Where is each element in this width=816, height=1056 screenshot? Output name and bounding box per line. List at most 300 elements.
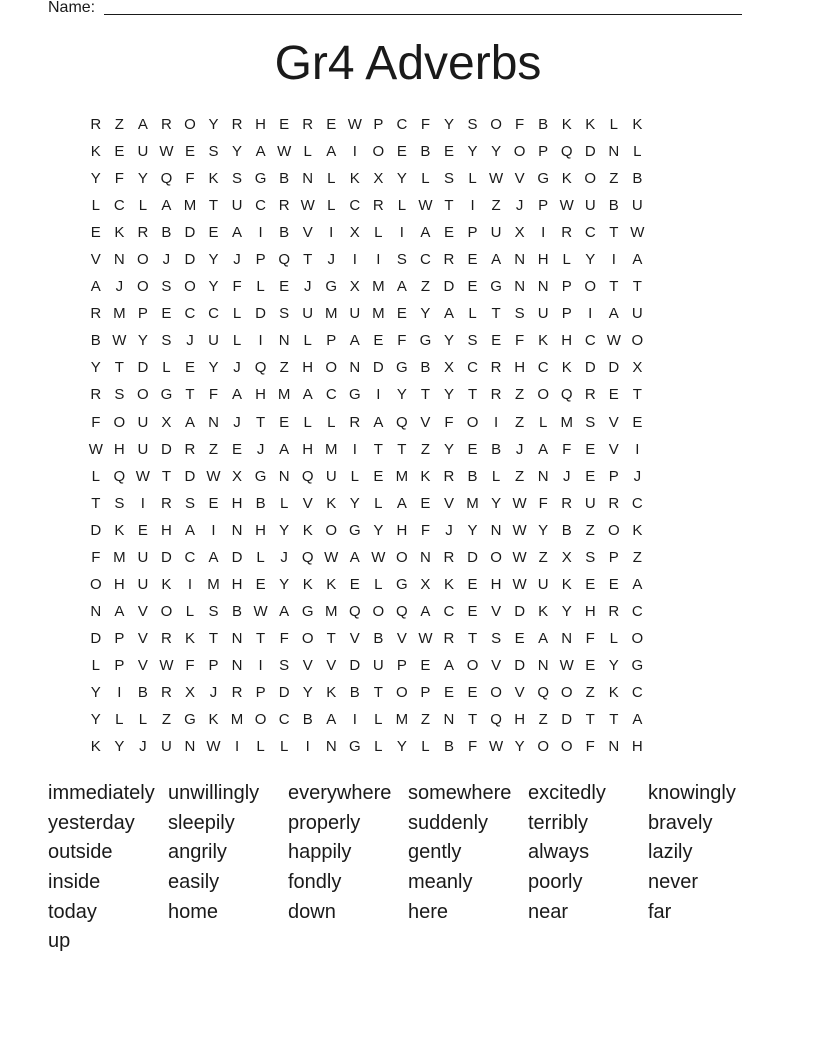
grid-letter[interactable]: H	[160, 521, 172, 539]
grid-letter[interactable]: B	[373, 629, 384, 647]
grid-letter[interactable]: B	[491, 440, 502, 458]
grid-letter[interactable]: J	[562, 467, 571, 485]
grid-letter[interactable]: O	[396, 548, 408, 566]
grid-letter[interactable]: K	[302, 521, 313, 539]
grid-letter[interactable]: O	[113, 413, 126, 431]
grid-letter[interactable]: Q	[113, 467, 126, 485]
grid-letter[interactable]: S	[443, 170, 454, 188]
grid-letter[interactable]: P	[373, 116, 384, 133]
grid-letter[interactable]: N	[231, 656, 243, 674]
grid-letter[interactable]: G	[160, 386, 173, 404]
grid-letter[interactable]: N	[231, 521, 243, 539]
grid-letter[interactable]: M	[395, 467, 409, 485]
grid-letter[interactable]: L	[374, 711, 383, 729]
grid-letter[interactable]: O	[631, 332, 644, 350]
grid-letter[interactable]: F	[444, 413, 454, 431]
grid-letter[interactable]: A	[632, 251, 643, 269]
grid-letter[interactable]: Y	[373, 521, 384, 539]
grid-letter[interactable]: I	[234, 738, 240, 756]
grid-letter[interactable]: A	[491, 251, 502, 269]
grid-letter[interactable]: G	[631, 656, 644, 674]
grid-letter[interactable]: D	[184, 467, 196, 485]
grid-letter[interactable]: H	[584, 602, 596, 620]
grid-letter[interactable]: K	[208, 170, 219, 188]
grid-letter[interactable]: W	[559, 656, 574, 674]
grid-letter[interactable]: M	[324, 305, 338, 323]
grid-letter[interactable]: Z	[420, 278, 431, 296]
grid-letter[interactable]: T	[303, 251, 313, 269]
grid-letter[interactable]: O	[584, 278, 597, 296]
grid-letter[interactable]: K	[561, 170, 572, 188]
grid-letter[interactable]: N	[208, 413, 219, 431]
grid-letter[interactable]: I	[352, 251, 357, 269]
grid-letter[interactable]: E	[491, 332, 502, 350]
grid-letter[interactable]: P	[538, 197, 549, 215]
grid-letter[interactable]: D	[443, 278, 455, 296]
grid-letter[interactable]: I	[329, 224, 334, 242]
grid-letter[interactable]: C	[208, 305, 219, 323]
grid-letter[interactable]: A	[161, 197, 172, 215]
grid-letter[interactable]: I	[352, 143, 357, 161]
grid-letter[interactable]: A	[255, 143, 266, 161]
grid-letter[interactable]: W	[135, 467, 150, 485]
grid-letter[interactable]: C	[467, 359, 478, 377]
grid-letter[interactable]: N	[90, 602, 102, 620]
grid-letter[interactable]: R	[443, 251, 455, 269]
grid-letter[interactable]: W	[488, 738, 504, 756]
grid-letter[interactable]: S	[491, 629, 502, 647]
grid-letter[interactable]: T	[208, 197, 219, 215]
grid-letter[interactable]: T	[491, 305, 501, 323]
grid-letter[interactable]: A	[443, 305, 454, 323]
grid-letter[interactable]: U	[160, 738, 172, 756]
grid-letter[interactable]: X	[420, 575, 431, 593]
grid-letter[interactable]: L	[232, 332, 242, 350]
grid-letter[interactable]: I	[635, 440, 640, 458]
grid-letter[interactable]: Z	[208, 440, 219, 458]
grid-letter[interactable]: Y	[608, 656, 619, 674]
grid-letter[interactable]: F	[467, 738, 478, 756]
grid-letter[interactable]: Y	[396, 170, 407, 188]
grid-letter[interactable]: T	[609, 711, 619, 729]
grid-letter[interactable]: O	[537, 738, 549, 756]
grid-letter[interactable]: E	[184, 143, 195, 161]
grid-letter[interactable]: A	[232, 224, 243, 242]
grid-letter[interactable]: T	[609, 224, 619, 242]
grid-letter[interactable]: R	[160, 683, 172, 701]
grid-letter[interactable]: P	[114, 629, 125, 647]
grid-letter[interactable]: E	[443, 683, 454, 701]
grid-letter[interactable]: O	[607, 521, 620, 539]
grid-letter[interactable]: U	[137, 440, 149, 458]
grid-letter[interactable]: P	[326, 332, 337, 350]
grid-letter[interactable]: K	[632, 521, 643, 539]
grid-letter[interactable]: H	[231, 575, 243, 593]
grid-letter[interactable]: L	[256, 548, 265, 566]
grid-letter[interactable]: S	[279, 305, 290, 323]
grid-letter[interactable]: H	[631, 738, 643, 756]
grid-letter[interactable]: G	[184, 711, 196, 729]
grid-letter[interactable]: O	[325, 521, 338, 539]
grid-letter[interactable]: G	[301, 602, 314, 620]
grid-letter[interactable]: R	[349, 413, 361, 431]
grid-letter[interactable]: T	[397, 440, 407, 458]
grid-letter[interactable]: U	[537, 305, 549, 323]
grid-letter[interactable]: E	[326, 116, 337, 133]
grid-letter[interactable]: D	[514, 602, 526, 620]
grid-letter[interactable]: C	[278, 711, 290, 729]
grid-letter[interactable]: K	[632, 116, 643, 133]
grid-letter[interactable]: S	[161, 278, 172, 296]
grid-letter[interactable]: W	[159, 143, 174, 161]
grid-letter[interactable]: L	[491, 467, 501, 485]
grid-letter[interactable]: D	[90, 521, 102, 539]
grid-letter[interactable]: S	[208, 602, 219, 620]
grid-letter[interactable]: B	[302, 711, 313, 729]
grid-letter[interactable]: R	[160, 116, 172, 133]
grid-letter[interactable]: I	[258, 332, 263, 350]
grid-letter[interactable]: H	[514, 711, 526, 729]
grid-letter[interactable]: N	[278, 467, 290, 485]
grid-letter[interactable]: A	[114, 602, 125, 620]
grid-letter[interactable]: H	[302, 440, 314, 458]
grid-letter[interactable]: B	[161, 224, 172, 242]
grid-letter[interactable]: Q	[560, 386, 573, 404]
grid-letter[interactable]: V	[443, 494, 454, 512]
grid-letter[interactable]: T	[185, 386, 195, 404]
grid-letter[interactable]: Z	[515, 467, 525, 485]
grid-letter[interactable]: W	[512, 521, 527, 539]
grid-letter[interactable]: G	[490, 278, 502, 296]
grid-letter[interactable]: B	[420, 143, 431, 161]
grid-letter[interactable]: U	[208, 332, 219, 350]
grid-letter[interactable]: U	[631, 305, 643, 323]
grid-letter[interactable]: W	[559, 197, 574, 215]
grid-letter[interactable]: W	[88, 440, 103, 458]
grid-letter[interactable]: C	[325, 386, 337, 404]
grid-letter[interactable]: O	[490, 548, 502, 566]
grid-letter[interactable]: O	[254, 711, 267, 729]
grid-letter[interactable]: U	[231, 197, 243, 215]
grid-letter[interactable]: E	[467, 683, 478, 701]
grid-letter[interactable]: R	[443, 629, 455, 647]
grid-letter[interactable]: R	[490, 386, 502, 404]
grid-letter[interactable]: W	[371, 548, 386, 566]
grid-letter[interactable]: D	[584, 143, 596, 161]
grid-letter[interactable]: Q	[396, 602, 408, 620]
grid-letter[interactable]: G	[537, 170, 549, 188]
grid-letter[interactable]: H	[113, 575, 125, 593]
grid-letter[interactable]: Y	[491, 494, 502, 512]
grid-letter[interactable]: J	[303, 278, 312, 296]
grid-letter[interactable]: V	[608, 413, 619, 431]
grid-letter[interactable]: A	[208, 548, 219, 566]
grid-letter[interactable]: D	[467, 548, 478, 566]
grid-letter[interactable]: F	[420, 116, 431, 133]
grid-letter[interactable]: Z	[585, 683, 595, 701]
grid-letter[interactable]: N	[561, 629, 573, 647]
grid-letter[interactable]: A	[373, 413, 384, 431]
grid-letter[interactable]: K	[349, 170, 360, 188]
grid-letter[interactable]: D	[160, 548, 172, 566]
grid-letter[interactable]: F	[562, 440, 572, 458]
grid-letter[interactable]: F	[585, 629, 595, 647]
grid-letter[interactable]: H	[561, 332, 573, 350]
grid-letter[interactable]: C	[631, 683, 643, 701]
grid-letter[interactable]: L	[350, 467, 359, 485]
grid-letter[interactable]: E	[279, 278, 290, 296]
grid-letter[interactable]: D	[278, 683, 290, 701]
grid-letter[interactable]: T	[373, 440, 383, 458]
grid-letter[interactable]: E	[161, 305, 172, 323]
grid-letter[interactable]: J	[139, 738, 147, 756]
grid-letter[interactable]: M	[395, 711, 409, 729]
grid-letter[interactable]: Z	[491, 197, 501, 215]
grid-letter[interactable]: J	[327, 251, 335, 269]
grid-letter[interactable]: H	[514, 359, 526, 377]
grid-letter[interactable]: R	[160, 629, 172, 647]
grid-letter[interactable]: K	[114, 224, 125, 242]
grid-letter[interactable]: E	[396, 305, 407, 323]
grid-letter[interactable]: C	[396, 116, 408, 133]
grid-letter[interactable]: G	[348, 521, 361, 539]
grid-letter[interactable]: J	[633, 467, 642, 485]
grid-letter[interactable]: L	[562, 251, 571, 269]
grid-letter[interactable]: L	[91, 467, 100, 485]
grid-letter[interactable]: O	[513, 143, 526, 161]
grid-letter[interactable]: P	[208, 656, 219, 674]
grid-letter[interactable]: W	[347, 116, 362, 133]
grid-letter[interactable]: E	[279, 116, 290, 133]
grid-letter[interactable]: V	[608, 440, 619, 458]
grid-letter[interactable]: Z	[538, 711, 548, 729]
grid-letter[interactable]: H	[113, 440, 125, 458]
grid-letter[interactable]: A	[279, 602, 290, 620]
grid-letter[interactable]: O	[537, 386, 549, 404]
grid-letter[interactable]: N	[349, 359, 361, 377]
grid-letter[interactable]: Y	[137, 170, 148, 188]
grid-letter[interactable]: Y	[396, 386, 407, 404]
grid-letter[interactable]: P	[137, 305, 148, 323]
grid-letter[interactable]: I	[305, 738, 310, 756]
grid-letter[interactable]: U	[372, 656, 384, 674]
grid-letter[interactable]: F	[91, 413, 101, 431]
grid-letter[interactable]: L	[374, 738, 383, 756]
grid-letter[interactable]: T	[256, 413, 266, 431]
grid-letter[interactable]: O	[560, 738, 573, 756]
grid-letter[interactable]: C	[184, 305, 196, 323]
grid-letter[interactable]: E	[420, 656, 431, 674]
grid-letter[interactable]: W	[253, 602, 268, 620]
grid-letter[interactable]: P	[608, 548, 619, 566]
grid-letter[interactable]: D	[561, 711, 573, 729]
grid-letter[interactable]: Y	[208, 251, 219, 269]
grid-letter[interactable]: L	[138, 711, 148, 729]
grid-letter[interactable]: B	[420, 359, 431, 377]
grid-letter[interactable]: T	[467, 629, 478, 647]
grid-letter[interactable]: L	[162, 359, 171, 377]
grid-letter[interactable]: O	[466, 656, 479, 674]
grid-letter[interactable]: J	[515, 440, 524, 458]
grid-letter[interactable]: Z	[279, 359, 289, 377]
grid-letter[interactable]: I	[541, 224, 546, 242]
grid-letter[interactable]: C	[584, 332, 596, 350]
grid-letter[interactable]: T	[256, 629, 266, 647]
grid-letter[interactable]: F	[420, 521, 431, 539]
grid-letter[interactable]: Z	[420, 711, 431, 729]
grid-letter[interactable]: U	[137, 575, 149, 593]
grid-letter[interactable]: L	[303, 332, 312, 350]
grid-letter[interactable]: A	[349, 548, 360, 566]
grid-letter[interactable]: Z	[632, 548, 642, 566]
grid-letter[interactable]: A	[632, 711, 643, 729]
grid-letter[interactable]: W	[512, 548, 527, 566]
grid-letter[interactable]: M	[230, 711, 244, 729]
grid-letter[interactable]: Y	[420, 305, 431, 323]
grid-letter[interactable]: W	[112, 332, 127, 350]
grid-letter[interactable]: J	[209, 683, 218, 701]
grid-letter[interactable]: L	[421, 738, 430, 756]
grid-letter[interactable]: O	[301, 629, 314, 647]
grid-letter[interactable]: L	[421, 170, 430, 188]
grid-letter[interactable]: F	[585, 738, 595, 756]
grid-letter[interactable]: V	[90, 251, 101, 269]
grid-letter[interactable]: Y	[561, 602, 572, 620]
grid-letter[interactable]: O	[137, 386, 149, 404]
grid-letter[interactable]: M	[466, 494, 479, 512]
grid-letter[interactable]: E	[443, 143, 454, 161]
grid-letter[interactable]: D	[90, 629, 102, 647]
grid-letter[interactable]: E	[114, 143, 125, 161]
grid-letter[interactable]: L	[232, 305, 242, 323]
grid-letter[interactable]: V	[137, 629, 148, 647]
grid-letter[interactable]: R	[443, 548, 455, 566]
grid-letter[interactable]: T	[585, 711, 595, 729]
grid-letter[interactable]: R	[608, 494, 620, 512]
grid-letter[interactable]: D	[255, 305, 267, 323]
grid-letter[interactable]: U	[584, 494, 596, 512]
grid-letter[interactable]: O	[184, 116, 196, 133]
grid-letter[interactable]: L	[256, 278, 265, 296]
grid-letter[interactable]: A	[420, 224, 431, 242]
grid-letter[interactable]: A	[420, 602, 431, 620]
grid-letter[interactable]: T	[91, 494, 101, 512]
grid-letter[interactable]: H	[490, 575, 502, 593]
grid-letter[interactable]: Z	[515, 386, 525, 404]
grid-letter[interactable]: E	[467, 251, 478, 269]
grid-letter[interactable]: I	[588, 305, 593, 323]
grid-letter[interactable]: Y	[443, 386, 454, 404]
grid-letter[interactable]: L	[538, 413, 548, 431]
grid-letter[interactable]: Y	[114, 738, 125, 756]
grid-letter[interactable]: E	[208, 494, 219, 512]
grid-letter[interactable]: U	[137, 548, 149, 566]
grid-letter[interactable]: O	[372, 602, 385, 620]
grid-letter[interactable]: K	[326, 494, 337, 512]
grid-letter[interactable]: R	[278, 197, 290, 215]
grid-letter[interactable]: B	[279, 170, 290, 188]
grid-letter[interactable]: P	[561, 278, 572, 296]
grid-letter[interactable]: F	[538, 494, 548, 512]
grid-letter[interactable]: U	[137, 413, 149, 431]
grid-letter[interactable]: I	[211, 521, 216, 539]
grid-letter[interactable]: L	[279, 738, 289, 756]
grid-letter[interactable]: R	[90, 305, 102, 323]
grid-letter[interactable]: R	[160, 494, 172, 512]
grid-letter[interactable]: D	[514, 656, 526, 674]
grid-letter[interactable]: A	[443, 656, 454, 674]
grid-letter[interactable]: M	[113, 305, 126, 323]
grid-letter[interactable]: N	[514, 278, 526, 296]
grid-letter[interactable]: V	[514, 170, 525, 188]
grid-letter[interactable]: I	[376, 386, 381, 404]
grid-letter[interactable]: A	[632, 575, 643, 593]
grid-letter[interactable]: Q	[301, 548, 314, 566]
grid-letter[interactable]: L	[327, 170, 336, 188]
grid-letter[interactable]: E	[467, 278, 478, 296]
grid-letter[interactable]: W	[512, 494, 527, 512]
grid-letter[interactable]: G	[419, 332, 432, 350]
grid-letter[interactable]: S	[232, 170, 243, 188]
grid-letter[interactable]: E	[632, 413, 643, 431]
grid-letter[interactable]: N	[420, 548, 431, 566]
grid-letter[interactable]: A	[349, 332, 360, 350]
grid-letter[interactable]: O	[466, 413, 479, 431]
grid-letter[interactable]: J	[233, 251, 241, 269]
grid-letter[interactable]: K	[538, 602, 549, 620]
grid-letter[interactable]: J	[280, 548, 288, 566]
grid-letter[interactable]: I	[140, 494, 145, 512]
grid-letter[interactable]: S	[114, 386, 125, 404]
grid-letter[interactable]: A	[538, 629, 549, 647]
grid-letter[interactable]: T	[609, 278, 619, 296]
grid-letter[interactable]: J	[515, 197, 524, 215]
grid-letter[interactable]: A	[137, 116, 148, 133]
grid-letter[interactable]: Q	[278, 251, 290, 269]
grid-letter[interactable]: W	[206, 738, 221, 756]
grid-letter[interactable]: P	[396, 656, 407, 674]
grid-letter[interactable]: L	[303, 143, 312, 161]
grid-letter[interactable]: K	[302, 575, 313, 593]
grid-letter[interactable]: C	[443, 602, 455, 620]
grid-letter[interactable]: Y	[90, 359, 101, 377]
grid-letter[interactable]: X	[349, 278, 360, 296]
grid-letter[interactable]: N	[537, 467, 549, 485]
grid-letter[interactable]: W	[630, 224, 645, 242]
grid-letter[interactable]: U	[349, 305, 361, 323]
grid-letter[interactable]: G	[396, 575, 408, 593]
grid-letter[interactable]: N	[537, 278, 549, 296]
grid-letter[interactable]: K	[585, 116, 596, 133]
grid-letter[interactable]: Y	[349, 494, 360, 512]
grid-letter[interactable]: K	[538, 332, 549, 350]
grid-letter[interactable]: W	[418, 197, 433, 215]
grid-letter[interactable]: P	[467, 224, 478, 242]
grid-letter[interactable]: P	[561, 305, 572, 323]
grid-letter[interactable]: B	[232, 602, 243, 620]
grid-letter[interactable]: H	[255, 521, 267, 539]
grid-letter[interactable]: T	[114, 359, 124, 377]
grid-letter[interactable]: V	[302, 494, 313, 512]
grid-letter[interactable]: M	[183, 197, 197, 215]
grid-letter[interactable]: M	[372, 305, 385, 323]
grid-letter[interactable]: E	[208, 224, 219, 242]
grid-letter[interactable]: O	[137, 251, 149, 269]
grid-letter[interactable]: Z	[585, 521, 595, 539]
grid-letter[interactable]: K	[161, 575, 172, 593]
grid-letter[interactable]: Y	[443, 332, 454, 350]
grid-letter[interactable]: Y	[538, 521, 549, 539]
